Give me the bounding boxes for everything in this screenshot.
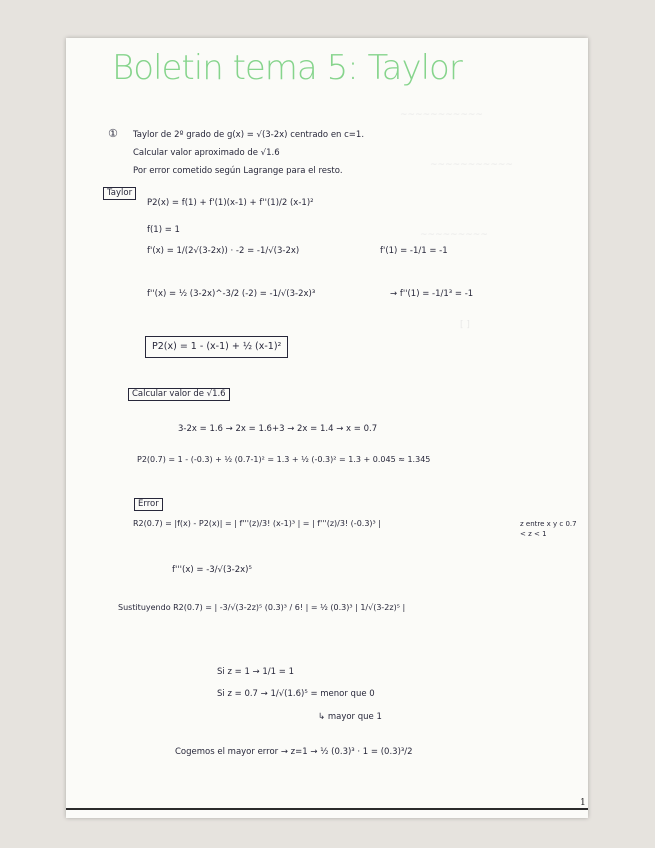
taylor-result-box: P2(x) = 1 - (x-1) + ½ (x-1)²	[145, 336, 288, 358]
second-derivative: f''(x) = ½ (3-2x)^-3/2 (-2) = -1/√(3-2x)³	[147, 289, 316, 299]
z-interval-note: z entre x y c 0.7 < z < 1	[520, 520, 577, 538]
remainder-line: R2(0.7) = |f(x) - P2(x)| = | f'''(z)/3! (x-1)³ | = | f'''(z)/3! (-0.3)³ |	[133, 519, 381, 528]
solve-x-line: 3-2x = 1.6 → 2x = 1.6+3 → 2x = 1.4 → x = 0.7	[178, 424, 378, 434]
conclusion-line: Cogemos el mayor error → z=1 → ½ (0.3)³ · 1 = (0.3)³/2	[175, 747, 413, 757]
f-at-1: f(1) = 1	[147, 225, 180, 235]
third-derivative: f'''(x) = -3/√(3-2x)⁵	[172, 565, 252, 575]
first-derivative: f'(x) = 1/(2√(3-2x)) · -2 = -1/√(3-2x)	[147, 246, 300, 256]
bleed-through: ~~~~~~~~~~~	[430, 160, 513, 170]
substitution-line: Sustituyendo R2(0.7) = | -3/√(3-2z)⁵ (0.3)³ / 6! | = ½ (0.3)³ | 1/√(3-2z)⁵ |	[118, 603, 406, 612]
page-bottom-rule	[66, 808, 588, 810]
problem-statement-3: Por error cometido según Lagrange para el resto.	[133, 166, 343, 176]
bleed-through: ~~~~~~~~~	[420, 230, 488, 240]
problem-number: ①	[108, 127, 118, 140]
bleed-through: [ ]	[460, 320, 470, 330]
case-z-07-note: ↳ mayor que 1	[318, 712, 382, 722]
section-label-error: Error	[134, 498, 163, 511]
case-z-07: Si z = 0.7 → 1/√(1.6)⁵ = menor que 0	[217, 689, 375, 699]
section-label-taylor: Taylor	[103, 187, 136, 200]
problem-statement-2: Calcular valor aproximado de √1.6	[133, 148, 280, 158]
case-z-1: Si z = 1 → 1/1 = 1	[217, 667, 294, 677]
second-derivative-value: → f''(1) = -1/1³ = -1	[390, 289, 474, 299]
section-label-value: Calcular valor de √1.6	[128, 388, 230, 401]
page-title: Boletin tema 5: Taylor	[112, 48, 462, 88]
problem-statement-1: Taylor de 2º grado de g(x) = √(3-2x) centrado en c=1.	[133, 130, 365, 140]
first-derivative-value: f'(1) = -1/1 = -1	[380, 246, 448, 256]
evaluate-p2-line: P2(0.7) = 1 - (-0.3) + ½ (0.7-1)² = 1.3 + ½ (-0.3)² = 1.3 + 0.045 ≈ 1.345	[137, 455, 431, 464]
p2-formula: P2(x) = f(1) + f'(1)(x-1) + f''(1)/2 (x-1)²	[147, 198, 314, 208]
bleed-through: ~~~~~~~~~~~	[400, 110, 483, 120]
page-number: 1	[580, 798, 586, 808]
